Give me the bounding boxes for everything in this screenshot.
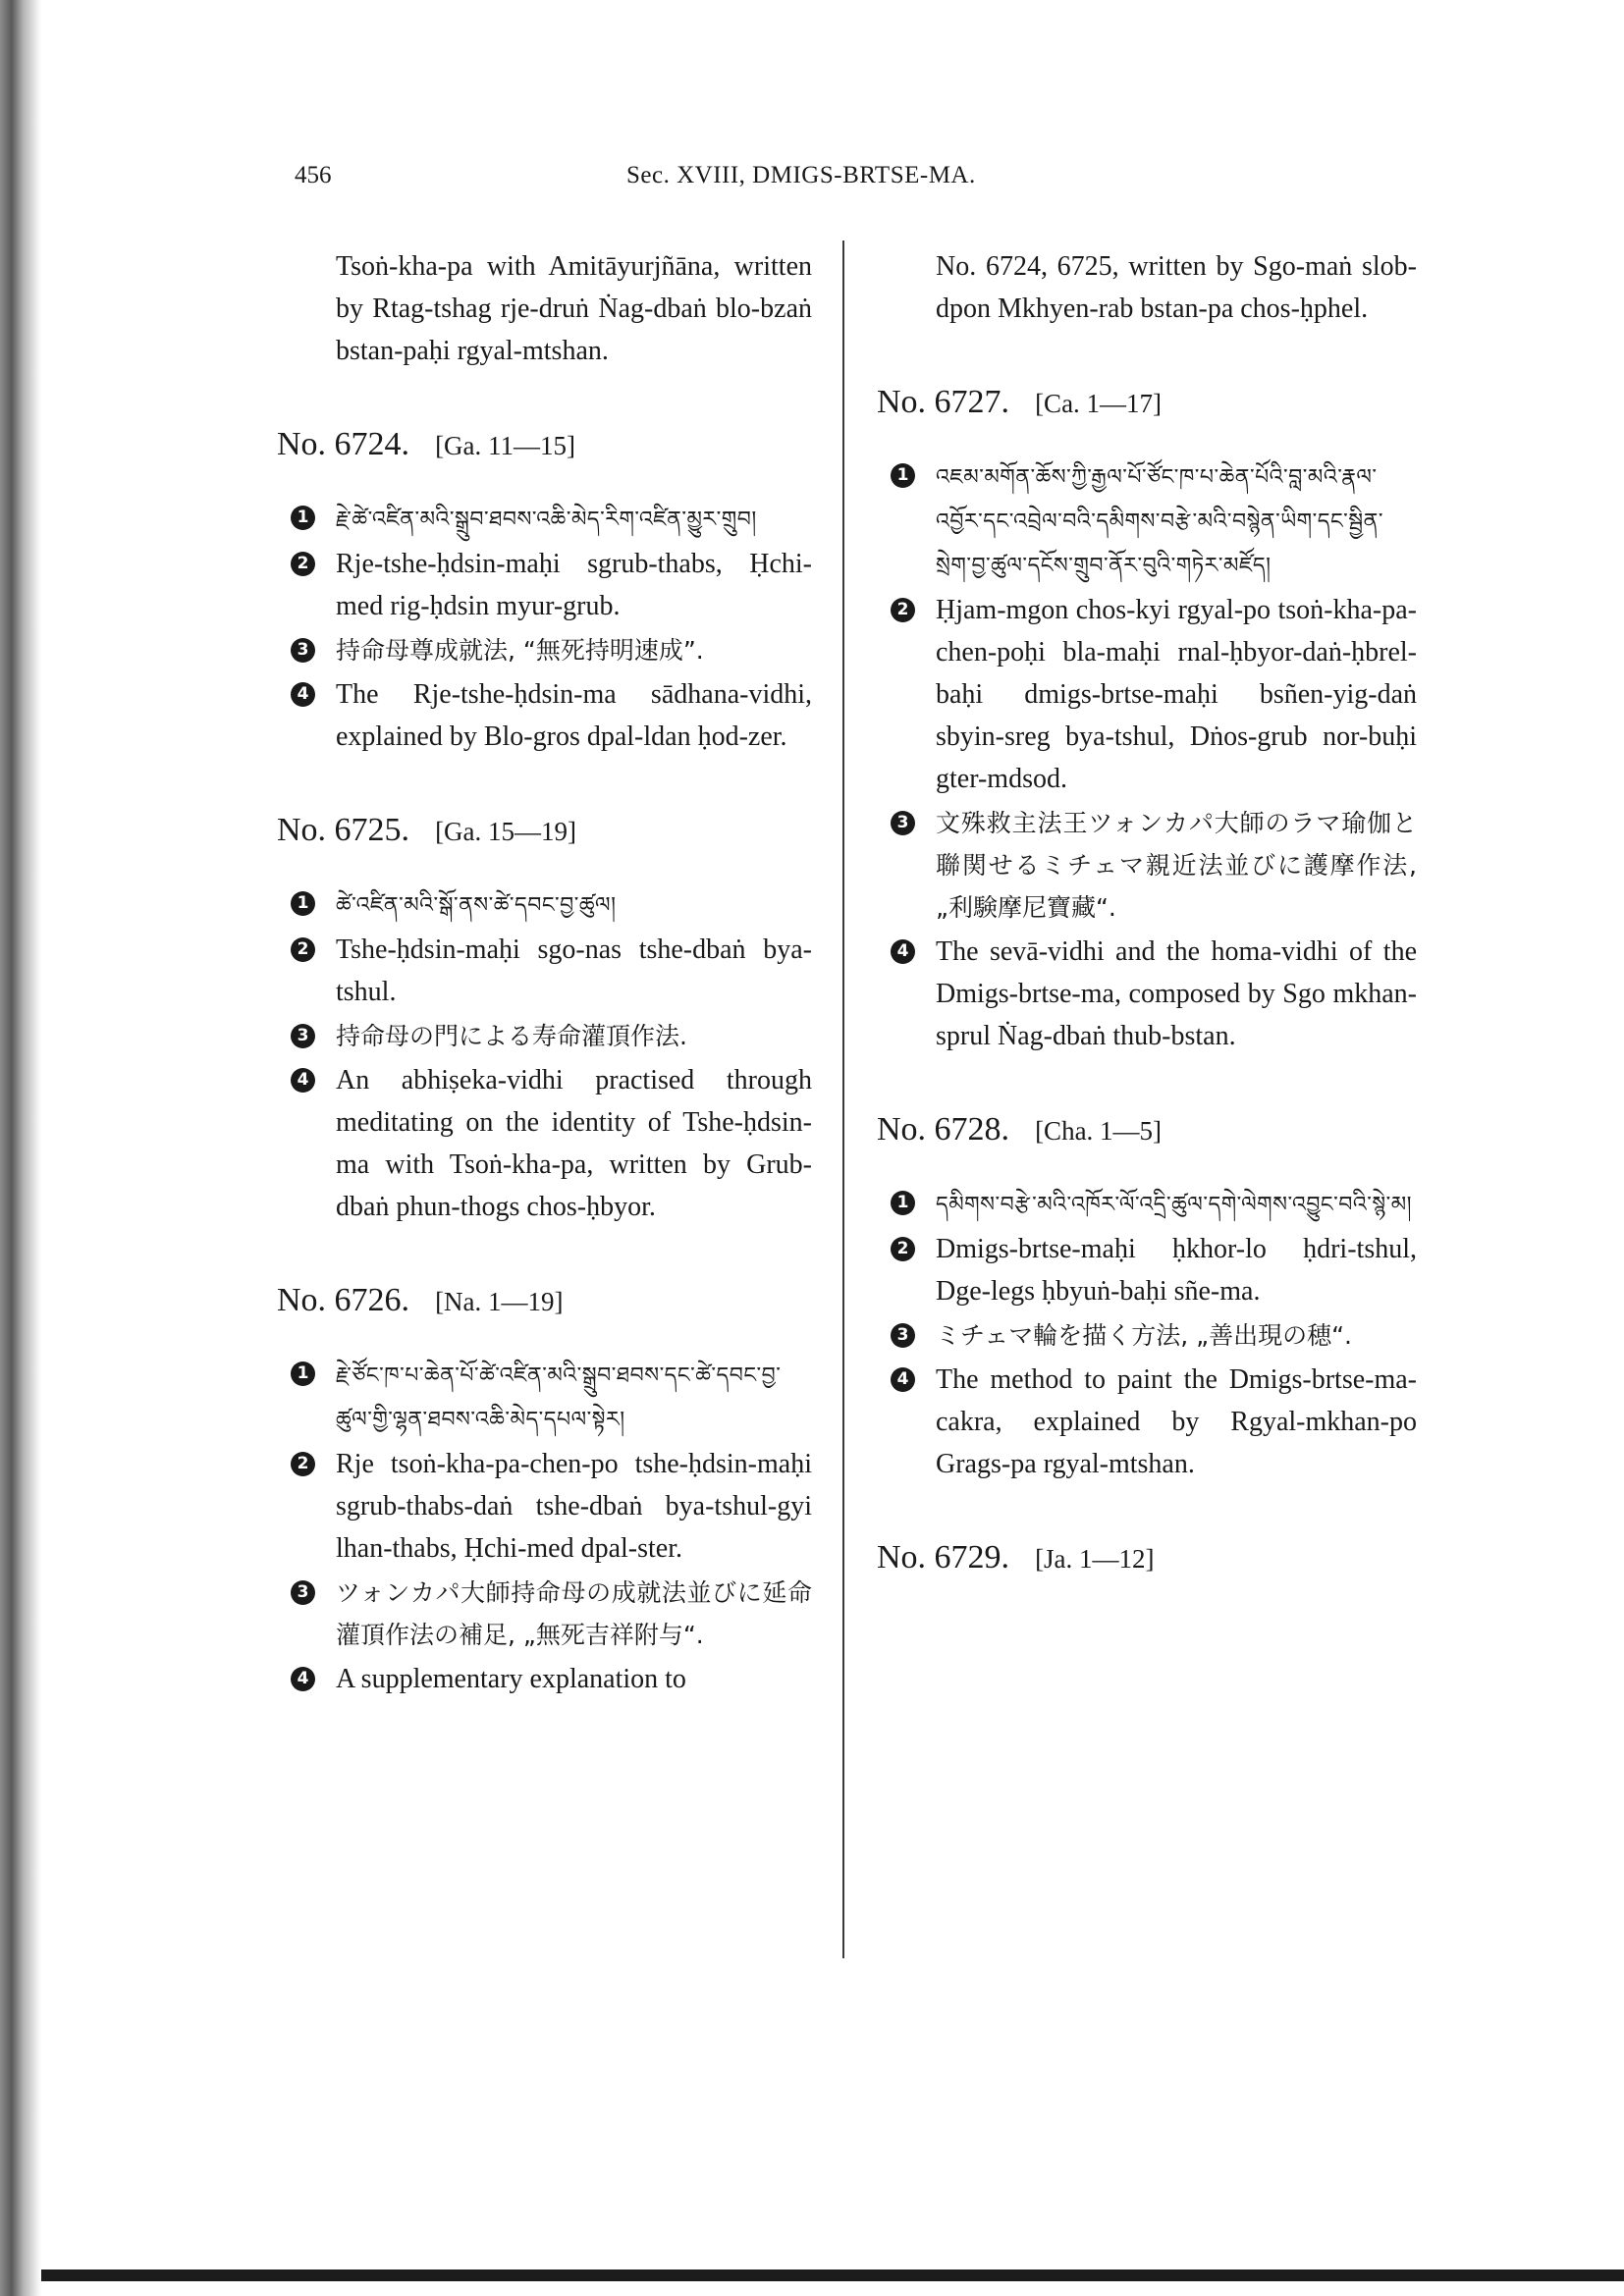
continued-text: Tsoṅ-kha-pa with Amitāyurjñāna, written by Rtag-tshag rje-druṅ Ṅag-dbaṅ blo-bzaṅ bstan-paḥi rgyal-mtshan. xyxy=(336,251,812,366)
circled-number-icon: 3 xyxy=(291,638,315,663)
circled-number-icon: 1 xyxy=(891,463,915,488)
entry-number-label: No. 6729. xyxy=(877,1539,1010,1575)
entry-reference: [Ga. 15—19] xyxy=(435,817,577,846)
transliterated-title xyxy=(877,589,1417,800)
item-text: འཇམ་མགོན་ཆོས་ཀྱི་རྒྱལ་པོ་ཙོང་ཁ་པ་ཆེན་པོའི་བླ་མའི་རྣལ་འབྱོར་དང་འབྲེལ་བའི་དམིགས་བརྩེ་མའི་བསྙེན་ཡིག་དང་སྦྱིན་སྲེག་བྱ་ཚུལ་དངོས་གྲུབ་ནོར་བུའི་གཏེར་མཛོད། xyxy=(936,465,1383,578)
item-text: ツォンカパ大師持命母の成就法並びに延命灌頂作法の補足, „無死吉祥附与“. xyxy=(336,1578,812,1649)
english-description xyxy=(277,1059,812,1228)
item-text: The sevā-vidhi and the homa-vidhi of the Dmigs-brtse-ma, composed by Sgo mkhan-sprul Ṅag-dbaṅ thub-bstan. xyxy=(936,936,1417,1051)
running-head: Sec. XVIII, DMIGS-BRTSE-MA. xyxy=(626,162,976,188)
page-header xyxy=(295,162,1080,201)
circled-number-icon: 3 xyxy=(891,1323,915,1348)
transliterated-title xyxy=(277,929,812,1013)
circled-number-icon: 3 xyxy=(291,1024,315,1048)
entry-number-label: No. 6724. xyxy=(277,426,410,462)
item-text: 持命母尊成就法, “無死持明速成”. xyxy=(336,636,704,665)
item-text: A supplementary explanation to xyxy=(336,1664,686,1694)
entry-reference: [Ca. 1—17] xyxy=(1035,389,1163,418)
left-column xyxy=(277,245,812,1702)
catalog-entry-6726 xyxy=(277,1279,812,1700)
circled-number-icon: 2 xyxy=(291,552,315,576)
circled-number-icon: 1 xyxy=(291,1362,315,1386)
entry-reference: [Ja. 1—12] xyxy=(1035,1544,1155,1574)
japanese-title xyxy=(277,629,812,671)
tibetan-title xyxy=(277,1353,812,1441)
transliterated-title xyxy=(277,1443,812,1570)
circled-number-icon: 1 xyxy=(291,506,315,530)
catalog-entry-6727 xyxy=(877,381,1417,1057)
circled-number-icon: 3 xyxy=(891,811,915,835)
circled-number-icon: 2 xyxy=(891,598,915,622)
circled-number-icon: 1 xyxy=(891,1191,915,1215)
tibetan-title xyxy=(877,454,1417,587)
english-description xyxy=(277,1658,812,1700)
continued-text: No. 6724, 6725, written by Sgo-maṅ slob-dpon Mkhyen-rab bstan-pa chos-ḥphel. xyxy=(936,251,1417,324)
english-description xyxy=(277,673,812,758)
item-text: རྗེ་ཚེ་འཛིན་མའི་སྒྲུབ་ཐབས་འཆི་མེད་རིག་འཛིན་མྱུར་གྲུབ། xyxy=(336,507,757,532)
column-divider xyxy=(842,240,844,1958)
circled-number-icon: 4 xyxy=(891,1367,915,1392)
transliterated-title xyxy=(277,543,812,627)
scan-bottom-edge xyxy=(41,2269,1624,2281)
entry-number xyxy=(877,1536,1417,1580)
catalog-entry-6729 xyxy=(877,1536,1417,1580)
item-text: The method to paint the Dmigs-brtse-ma-cakra, explained by Rgyal-mkhan-po Grags-pa rgyal-mtshan. xyxy=(936,1364,1417,1479)
entry-reference: [Cha. 1—5] xyxy=(1035,1116,1163,1146)
circled-number-icon: 4 xyxy=(291,1667,315,1691)
entry-number-label: No. 6725. xyxy=(277,812,410,848)
item-text: 文殊救主法王ツォンカパ大師のラマ瑜伽と聯関せるミチェマ親近法並びに護摩作法, „利験摩尼寶藏“. xyxy=(936,809,1417,922)
circled-number-icon: 3 xyxy=(291,1580,315,1605)
transliterated-title xyxy=(877,1228,1417,1312)
entry-number xyxy=(277,1279,812,1323)
circled-number-icon: 2 xyxy=(891,1237,915,1261)
entry-reference: [Ga. 11—15] xyxy=(435,431,576,460)
circled-number-icon: 2 xyxy=(291,937,315,962)
entry-number xyxy=(877,381,1417,425)
item-text: དམིགས་བརྩེ་མའི་འཁོར་ལོ་འདྲི་ཚུལ་དགེ་ལེགས་འབྱུང་བའི་སྙེ་མ། xyxy=(936,1193,1413,1217)
circled-number-icon: 1 xyxy=(291,891,315,916)
english-description xyxy=(877,931,1417,1057)
circled-number-icon: 4 xyxy=(891,939,915,964)
entry-number-label: No. 6727. xyxy=(877,384,1010,420)
entry-number xyxy=(277,809,812,853)
entry-number-label: No. 6728. xyxy=(877,1111,1010,1148)
english-description xyxy=(877,1359,1417,1485)
circled-number-icon: 4 xyxy=(291,1068,315,1093)
item-text: Rje tsoṅ-kha-pa-chen-po tshe-ḥdsin-maḥi sgrub-thabs-daṅ tshe-dbaṅ bya-tshul-gyi lhan-thabs, Ḥchi-med dpal-ster. xyxy=(336,1449,812,1564)
entry-number-label: No. 6726. xyxy=(277,1282,410,1318)
item-text: The Rje-tshe-ḥdsin-ma sādhana-vidhi, explained by Blo-gros dpal-ldan ḥod-zer. xyxy=(336,679,812,752)
entry-reference: [Na. 1—19] xyxy=(435,1287,564,1316)
tibetan-title xyxy=(877,1182,1417,1226)
entry-number xyxy=(277,423,812,467)
catalog-entry-6728 xyxy=(877,1108,1417,1485)
entry-number xyxy=(877,1108,1417,1152)
right-column xyxy=(877,245,1417,1610)
item-text: Ḥjam-mgon chos-kyi rgyal-po tsoṅ-kha-pa-chen-poḥi bla-maḥi rnal-ḥbyor-daṅ-ḥbrel-baḥi dmigs-brtse-maḥi bsñen-yig-daṅ sbyin-sreg bya-tshul, Dṅos-grub nor-buḥi gter-mdsod. xyxy=(936,595,1417,794)
item-text: རྗེ་ཙོང་ཁ་པ་ཆེན་པོ་ཚེ་འཛིན་མའི་སྒྲུབ་ཐབས་དང་ཚེ་དབང་བྱ་ཚུལ་གྱི་ལྷན་ཐབས་འཆི་མེད་དཔལ་སྟེར། xyxy=(336,1363,782,1432)
item-text: ཚེ་འཛིན་མའི་སྒོ་ནས་ཚེ་དབང་བྱ་ཚུལ། xyxy=(336,893,617,918)
circled-number-icon: 2 xyxy=(291,1452,315,1476)
tibetan-title xyxy=(277,882,812,927)
page-number: 456 xyxy=(295,162,332,188)
item-text: Tshe-ḥdsin-maḥi sgo-nas tshe-dbaṅ bya-tshul. xyxy=(336,934,812,1007)
catalog-entry-6725 xyxy=(277,809,812,1228)
japanese-title xyxy=(277,1015,812,1057)
scan-binding-edge xyxy=(0,0,41,2296)
item-text: Dmigs-brtse-maḥi ḥkhor-lo ḥdri-tshul, Dge-legs ḥbyuṅ-baḥi sñe-ma. xyxy=(936,1234,1417,1307)
item-text: ミチェマ輪を描く方法, „善出現の穂“. xyxy=(936,1321,1352,1350)
circled-number-icon: 4 xyxy=(291,682,315,707)
japanese-title xyxy=(877,1314,1417,1357)
tibetan-title xyxy=(277,497,812,541)
japanese-title xyxy=(877,802,1417,929)
japanese-title xyxy=(277,1572,812,1656)
item-text: Rje-tshe-ḥdsin-maḥi sgrub-thabs, Ḥchi-med rig-ḥdsin myur-grub. xyxy=(336,549,812,621)
catalog-entry-6724 xyxy=(277,423,812,758)
item-text: An abhiṣeka-vidhi practised through meditating on the identity of Tshe-ḥdsin-ma with Tsoṅ-kha-pa, written by Grub-dbaṅ phun-thogs chos-ḥbyor. xyxy=(336,1065,812,1222)
item-text: 持命母の門による寿命灌頂作法. xyxy=(336,1022,687,1050)
